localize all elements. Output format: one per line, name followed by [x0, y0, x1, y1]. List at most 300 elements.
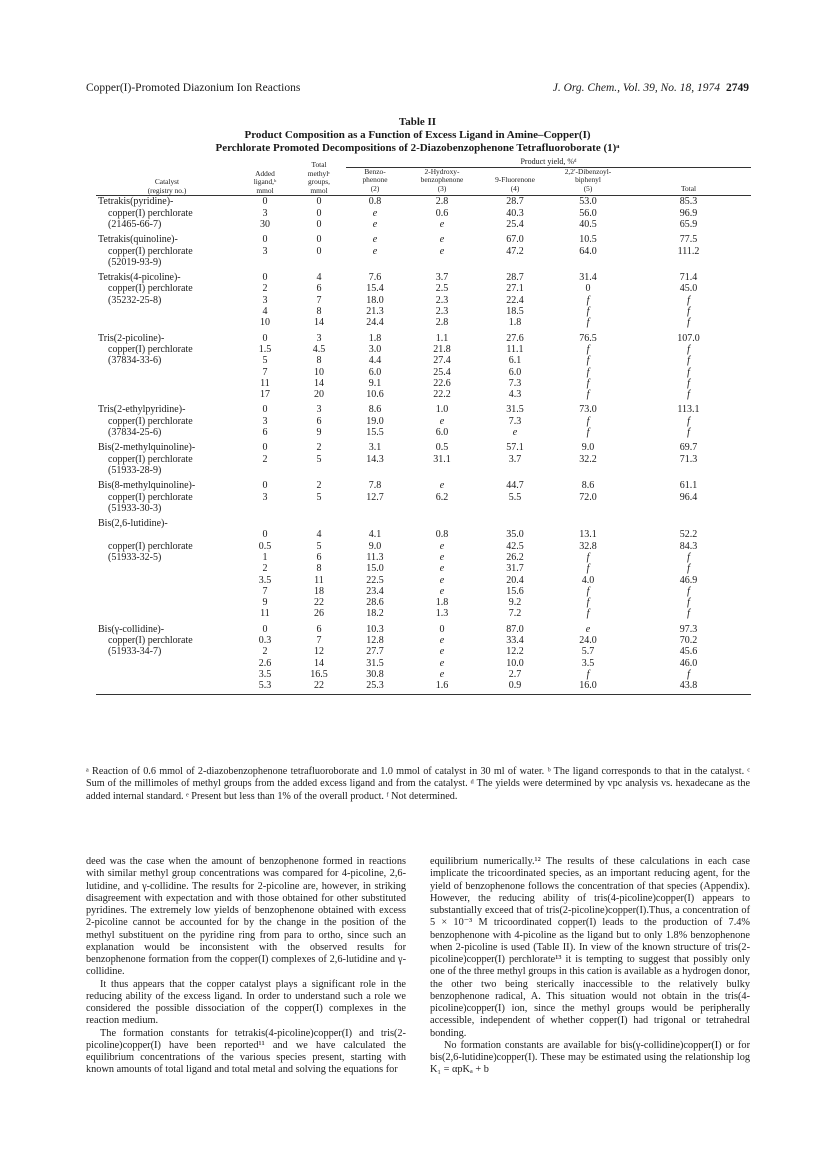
total-methyl-cell: 6	[316, 283, 322, 295]
catalyst-cell: copper(I) perchlorate	[108, 453, 193, 465]
total-cell: 85.3	[679, 196, 698, 208]
catalyst-cell: copper(I) perchlorate	[108, 245, 193, 257]
total-cell: 45.6	[679, 646, 698, 658]
fluorenone-cell: 9.2	[508, 597, 522, 609]
hydroxybenzophenone-cell: 6.2	[435, 491, 449, 503]
fluorenone-cell: 87.0	[506, 623, 524, 635]
table-row	[96, 669, 751, 680]
catalyst-cell: (35232-25-8)	[108, 294, 162, 306]
hydroxybenzophenone-cell: 2.3	[435, 294, 449, 306]
header-line: mmol	[310, 185, 328, 195]
table-row	[96, 344, 751, 355]
hydroxybenzophenone-cell: 1.6	[404, 680, 480, 694]
hydroxybenzophenone-cell: 1.3	[435, 608, 449, 620]
paragraph: The formation constants for tetrakis(4-picoline)copper(I) and tris(2-picoline)copper(I) have been reported¹¹ and we have calculated the equilibrium concentrations of the various species present, starting with known amounts of total ligand and total metal and solving the equations for	[86, 1027, 406, 1076]
dibenzoylbiphenyl-cell: 76.5	[579, 332, 597, 344]
benzophenone-cell	[346, 257, 404, 268]
catalyst-cell: Bis(8-methylquinoline)-	[98, 480, 196, 492]
dibenzoylbiphenyl-cell: 40.5	[579, 218, 597, 230]
added-ligand-cell: 0	[262, 623, 268, 635]
total-cell: 52.2	[679, 529, 698, 541]
benzophenone-cell: 24.4	[366, 317, 384, 329]
table-row	[96, 283, 751, 294]
added-ligand-cell	[238, 465, 292, 476]
total-methyl-cell	[292, 257, 346, 268]
dibenzoylbiphenyl-cell: 73.0	[579, 404, 597, 416]
hydroxybenzophenone-cell: 1.8	[435, 597, 449, 609]
total-methyl-cell: 6	[316, 551, 322, 563]
journal-citation	[553, 82, 749, 94]
fluorenone-cell: 47.2	[506, 245, 524, 257]
dibenzoylbiphenyl-cell: 13.1	[579, 529, 597, 541]
catalyst-cell: Bis(γ-collidine)-	[98, 623, 165, 635]
hydroxybenzophenone-cell: e	[439, 245, 445, 257]
total-methyl-cell: 26	[314, 608, 324, 620]
fluorenone-cell: 26.2	[506, 551, 524, 563]
added-ligand-cell: 2.6	[258, 657, 272, 669]
benzophenone-cell: 9.1	[368, 377, 382, 389]
table-row	[96, 416, 751, 427]
table-row	[96, 492, 751, 503]
total-methyl-cell: 7	[316, 294, 322, 306]
catalyst-cell	[96, 563, 238, 574]
added-ligand-cell	[238, 514, 292, 529]
dibenzoylbiphenyl-cell: f	[586, 306, 590, 318]
fluorenone-cell: 5.5	[508, 491, 522, 503]
fluorenone-cell	[480, 465, 550, 476]
benzophenone-cell: 18.0	[366, 294, 384, 306]
catalyst-cell	[96, 317, 238, 328]
total-methyl-cell: 4	[316, 529, 322, 541]
catalyst-cell	[96, 529, 238, 540]
table-row	[96, 329, 751, 344]
table-row	[96, 427, 751, 438]
dibenzoylbiphenyl-cell: e	[585, 623, 591, 635]
benzophenone-cell: e	[372, 234, 378, 246]
benzophenone-cell: 21.3	[366, 306, 384, 318]
added-ligand-cell: 0.3	[258, 635, 272, 647]
fluorenone-cell: 28.7	[506, 272, 524, 284]
added-ligand-cell: 0	[262, 332, 268, 344]
total-cell: 107.0	[677, 332, 700, 344]
benzophenone-cell: 15.0	[366, 563, 384, 575]
total-cell: 46.9	[679, 574, 698, 586]
benzophenone-cell: 6.0	[368, 366, 382, 378]
added-ligand-cell: 5.3	[238, 680, 292, 694]
benzophenone-cell: e	[372, 218, 378, 230]
hydroxybenzophenone-cell: 25.4	[433, 366, 451, 378]
benzophenone-cell: e	[372, 207, 378, 219]
total-methyl-cell: 12	[314, 646, 324, 658]
dibenzoylbiphenyl-cell: 4.0	[581, 574, 595, 586]
header-total-methyl	[292, 158, 346, 195]
fluorenone-cell: 6.0	[508, 366, 522, 378]
fluorenone-cell: 57.1	[506, 442, 524, 454]
benzophenone-cell: 0.8	[368, 196, 382, 208]
dibenzoylbiphenyl-cell: f	[586, 389, 590, 401]
total-methyl-cell: 22	[292, 680, 346, 694]
total-methyl-cell: 0	[316, 245, 322, 257]
table-row	[96, 230, 751, 245]
catalyst-cell: copper(I) perchlorate	[108, 540, 193, 552]
total-cell: f	[687, 608, 690, 620]
added-ligand-cell: 4	[262, 306, 268, 318]
dibenzoylbiphenyl-cell: f	[586, 563, 590, 575]
added-ligand-cell: 3	[262, 294, 268, 306]
total-methyl-cell: 5	[316, 491, 322, 503]
added-ligand-cell: 0	[262, 404, 268, 416]
table-row	[96, 620, 751, 635]
hydroxybenzophenone-cell: 0.8	[435, 529, 449, 541]
benzophenone-cell: 3.0	[368, 343, 382, 355]
table-footnotes: ᵃ Reaction of 0.6 mmol of 2-diazobenzophenone tetrafluoroborate and 1.0 mmol of catalyst in 30 ml of water. ᵇ The ligand corresponds to that in the catalyst. ᶜ Sum of the millimoles of methyl groups from the added excess ligand and from the catalyst. ᵈ The yields were determined by vpc analysis vs. hexadecane as the added internal standard. ᵉ Present but less than 1% of the overall product. ᶠ Not determined.	[86, 766, 750, 802]
total-cell: 84.3	[679, 540, 698, 552]
total-methyl-cell: 4	[316, 272, 322, 284]
benzophenone-cell: 11.3	[366, 551, 384, 563]
hydroxybenzophenone-cell: e	[439, 480, 445, 492]
hydroxybenzophenone-cell: 1.0	[435, 404, 449, 416]
dibenzoylbiphenyl-cell: f	[586, 415, 590, 427]
catalyst-cell	[96, 608, 238, 619]
total-cell: f	[687, 355, 690, 367]
total-cell: f	[687, 427, 690, 439]
total-methyl-cell: 7	[316, 635, 322, 647]
dibenzoylbiphenyl-cell: f	[586, 597, 590, 609]
table-row	[96, 514, 751, 529]
table-row	[96, 400, 751, 415]
paragraph: It thus appears that the copper catalyst plays a significant role in the reducing ability of the excess ligand. In order to understand such a role we considered the possible dissociation of the copper(I) complexes in the reaction medium.	[86, 978, 406, 1027]
fluorenone-cell: 3.7	[508, 453, 522, 465]
dibenzoylbiphenyl-cell: f	[586, 377, 590, 389]
added-ligand-cell: 3.5	[258, 574, 272, 586]
dibenzoylbiphenyl-cell	[550, 465, 626, 476]
fluorenone-cell: 42.5	[506, 540, 524, 552]
total-cell	[626, 514, 751, 529]
table-row	[96, 597, 751, 608]
benzophenone-cell	[346, 503, 404, 514]
table-row	[96, 355, 751, 366]
hydroxybenzophenone-cell: e	[439, 574, 445, 586]
dibenzoylbiphenyl-cell: f	[586, 427, 590, 439]
benzophenone-cell: 9.0	[368, 540, 382, 552]
fluorenone-cell: 15.6	[506, 585, 524, 597]
header-line: 9-Fluorenone	[495, 175, 535, 185]
table-row	[96, 268, 751, 283]
benzophenone-cell: 7.6	[368, 272, 382, 284]
dibenzoylbiphenyl-cell	[550, 257, 626, 268]
total-methyl-cell: 8	[316, 306, 322, 318]
table-row	[96, 552, 751, 563]
fluorenone-cell: 7.3	[508, 415, 522, 427]
fluorenone-cell: 7.3	[508, 377, 522, 389]
header-line: (3)	[437, 183, 447, 193]
total-cell: f	[687, 585, 690, 597]
total-cell: 43.8	[626, 680, 751, 694]
benzophenone-cell: 12.8	[366, 635, 384, 647]
fluorenone-cell: 33.4	[506, 635, 524, 647]
added-ligand-cell: 17	[260, 389, 270, 401]
fluorenone-cell: 31.5	[506, 404, 524, 416]
fluorenone-cell: 1.8	[508, 317, 522, 329]
table-row	[96, 306, 751, 317]
table-body	[96, 196, 751, 694]
hydroxybenzophenone-cell: 3.7	[435, 272, 449, 284]
total-methyl-cell: 14	[314, 657, 324, 669]
fluorenone-cell: 67.0	[506, 234, 524, 246]
catalyst-cell: Bis(2,6-lutidine)-	[98, 518, 168, 530]
dibenzoylbiphenyl-cell: f	[586, 608, 590, 620]
fluorenone-cell: 27.6	[506, 332, 524, 344]
added-ligand-cell: 0	[262, 234, 268, 246]
table-title-line-1: Product Composition as a Function of Excess Ligand in Amine–Copper(I)	[244, 129, 591, 141]
total-methyl-cell: 10	[314, 366, 324, 378]
header-hydroxybenzophenone	[404, 167, 480, 195]
table-row	[96, 680, 751, 694]
fluorenone-cell: 10.0	[506, 657, 524, 669]
table-row	[96, 465, 751, 476]
hydroxybenzophenone-cell: e	[439, 551, 445, 563]
header-fluorenone	[480, 167, 550, 195]
total-cell: f	[687, 343, 690, 355]
running-title: Copper(I)-Promoted Diazonium Ion Reactions	[86, 82, 301, 94]
total-methyl-cell: 9	[316, 427, 322, 439]
dibenzoylbiphenyl-cell: f	[586, 668, 590, 680]
hydroxybenzophenone-cell: 2.5	[435, 283, 449, 295]
catalyst-cell: Tetrakis(quinoline)-	[98, 234, 178, 246]
total-cell	[626, 465, 751, 476]
table-row	[96, 476, 751, 491]
hydroxybenzophenone-cell: 22.2	[433, 389, 451, 401]
header-catalyst	[96, 158, 238, 195]
added-ligand-cell: 2	[262, 563, 268, 575]
total-methyl-cell: 6	[316, 623, 322, 635]
added-ligand-cell: 1.5	[258, 343, 272, 355]
total-methyl-cell: 3	[316, 404, 322, 416]
table-row	[96, 529, 751, 540]
table-row	[96, 246, 751, 257]
header-line: 2-Hydroxy-	[424, 166, 460, 176]
total-cell: 113.1	[677, 404, 700, 416]
header-line: benzophenone	[420, 175, 464, 185]
hydroxybenzophenone-cell: e	[439, 585, 445, 597]
added-ligand-cell: 3	[262, 415, 268, 427]
dibenzoylbiphenyl-cell	[550, 503, 626, 514]
added-ligand-cell: 0	[262, 480, 268, 492]
total-cell: f	[687, 597, 690, 609]
catalyst-cell	[96, 378, 238, 389]
header-line: 2,2′-Dibenzoyl-	[564, 166, 612, 176]
added-ligand-cell: 5	[262, 355, 268, 367]
benzophenone-cell: 10.6	[366, 389, 384, 401]
catalyst-cell: (37834-33-6)	[108, 355, 162, 367]
catalyst-cell	[96, 669, 238, 680]
catalyst-cell	[96, 586, 238, 597]
hydroxybenzophenone-cell: 0	[439, 623, 445, 635]
hydroxybenzophenone-cell: 31.1	[433, 453, 451, 465]
header-catalyst-line: (registry no.)	[147, 185, 187, 195]
total-cell: f	[687, 306, 690, 318]
catalyst-cell	[96, 389, 238, 400]
dibenzoylbiphenyl-cell: f	[586, 551, 590, 563]
catalyst-cell: Tetrakis(4-picoline)-	[98, 272, 181, 284]
added-ligand-cell: 3	[262, 245, 268, 257]
total-methyl-cell: 0	[316, 234, 322, 246]
table-row	[96, 646, 751, 657]
dibenzoylbiphenyl-cell: f	[586, 366, 590, 378]
benzophenone-cell: 15.5	[366, 427, 384, 439]
benzophenone-cell	[346, 514, 404, 529]
catalyst-cell	[96, 597, 238, 608]
product-composition-table	[96, 158, 751, 695]
added-ligand-cell: 1	[262, 551, 268, 563]
fluorenone-cell: 27.1	[506, 283, 524, 295]
fluorenone-cell: 4.3	[508, 389, 522, 401]
fluorenone-cell	[480, 503, 550, 514]
added-ligand-cell: 11	[260, 608, 270, 620]
dibenzoylbiphenyl-cell: 16.0	[550, 680, 626, 694]
fluorenone-cell	[480, 257, 550, 268]
fluorenone-cell: 35.0	[506, 529, 524, 541]
total-methyl-cell: 14	[314, 377, 324, 389]
header-line: (5)	[583, 183, 593, 193]
dibenzoylbiphenyl-cell: f	[586, 585, 590, 597]
total-cell: 97.3	[679, 623, 698, 635]
dibenzoylbiphenyl-cell: f	[586, 355, 590, 367]
benzophenone-cell: 3.1	[368, 442, 382, 454]
added-ligand-cell	[238, 257, 292, 268]
table-container	[96, 158, 751, 695]
table-row	[96, 367, 751, 378]
benzophenone-cell: 31.5	[366, 657, 384, 669]
added-ligand-cell: 3	[262, 491, 268, 503]
total-cell: 45.0	[679, 283, 698, 295]
dibenzoylbiphenyl-cell: 64.0	[579, 245, 597, 257]
header-product-yield: Product yield, %ᵈ	[346, 158, 751, 167]
hydroxybenzophenone-cell: 22.6	[433, 377, 451, 389]
table-header	[96, 158, 751, 196]
dibenzoylbiphenyl-cell: 0	[585, 283, 591, 295]
header-line: biphenyl	[575, 175, 601, 185]
total-cell: 65.9	[679, 218, 698, 230]
added-ligand-cell: 2	[262, 283, 268, 295]
benzophenone-cell: 14.3	[366, 453, 384, 465]
benzophenone-cell: 12.7	[366, 491, 384, 503]
hydroxybenzophenone-cell: e	[439, 668, 445, 680]
benzophenone-cell: 27.7	[366, 646, 384, 658]
benzophenone-cell: 19.0	[366, 415, 384, 427]
added-ligand-cell: 10	[260, 317, 270, 329]
dibenzoylbiphenyl-cell: 32.2	[579, 453, 597, 465]
total-cell: f	[687, 389, 690, 401]
table-label: Table II	[398, 116, 437, 128]
table-row	[96, 563, 751, 574]
hydroxybenzophenone-cell: 21.8	[433, 343, 451, 355]
added-ligand-cell: 0	[262, 196, 268, 208]
total-methyl-cell: 8	[316, 355, 322, 367]
catalyst-cell: Tetrakis(pyridine)-	[98, 196, 174, 208]
paragraph: deed was the case when the amount of benzophenone formed in reactions with similar methyl group concentrations was compared for 4-picoline, 2,6-lutidine, and γ-collidine. The results for 2-picoline are, however, in striking disagreement with expectation and with those obtained for other substituted pyridines. The extremely low yields of benzophenone obtained with excess 2-picoline cannot be accounted for by the change in the position of the methyl substituent on the pyridine ring from para to ortho, since such an explanation would be inconsistent with the observed results for benzophenone formation from the copper(I) complexes of 2,6-lutidine and γ-collidine.	[86, 856, 406, 978]
hydroxybenzophenone-cell: 27.4	[433, 355, 451, 367]
benzophenone-cell: 18.2	[366, 608, 384, 620]
total-methyl-cell: 0	[316, 218, 322, 230]
total-cell: f	[687, 563, 690, 575]
dibenzoylbiphenyl-cell: 53.0	[579, 196, 597, 208]
total-cell: 71.4	[679, 272, 698, 284]
fluorenone-cell: 20.4	[506, 574, 524, 586]
benzophenone-cell: e	[372, 245, 378, 257]
table-row	[96, 586, 751, 597]
total-cell: f	[687, 668, 690, 680]
header-line: phenone	[362, 175, 388, 185]
hydroxybenzophenone-cell: 2.8	[435, 196, 449, 208]
total-cell	[626, 257, 751, 268]
total-methyl-cell: 0	[316, 196, 322, 208]
catalyst-cell: copper(I) perchlorate	[108, 207, 193, 219]
header-line: (4)	[510, 183, 520, 193]
header-line: (2)	[370, 183, 380, 193]
header-total: Total	[680, 183, 697, 193]
total-methyl-cell: 5	[316, 540, 322, 552]
header-line: ligand,ᵇ	[253, 177, 277, 187]
total-methyl-cell: 22	[314, 597, 324, 609]
hydroxybenzophenone-cell: e	[439, 415, 445, 427]
catalyst-cell: Tris(2-picoline)-	[98, 332, 165, 344]
table-row	[96, 658, 751, 669]
total-cell: f	[687, 366, 690, 378]
page-number: 2749	[726, 82, 749, 94]
hydroxybenzophenone-cell: 0.5	[435, 442, 449, 454]
added-ligand-cell: 0.5	[258, 540, 272, 552]
total-cell: 69.7	[679, 442, 698, 454]
total-methyl-cell: 14	[314, 317, 324, 329]
total-methyl-cell: 2	[316, 442, 322, 454]
table-row	[96, 575, 751, 586]
benzophenone-cell: 30.8	[366, 668, 384, 680]
fluorenone-cell: 7.2	[508, 608, 522, 620]
dibenzoylbiphenyl-cell: 8.6	[581, 480, 595, 492]
catalyst-cell: copper(I) perchlorate	[108, 415, 193, 427]
fluorenone-cell: 40.3	[506, 207, 524, 219]
table-row	[96, 635, 751, 646]
added-ligand-cell: 30	[260, 218, 270, 230]
total-cell: 71.3	[679, 453, 698, 465]
total-methyl-cell: 11	[314, 574, 324, 586]
added-ligand-cell	[238, 503, 292, 514]
hydroxybenzophenone-cell: 2.8	[435, 317, 449, 329]
hydroxybenzophenone-cell: 6.0	[435, 427, 449, 439]
total-methyl-cell: 18	[314, 585, 324, 597]
catalyst-cell	[96, 575, 238, 586]
added-ligand-cell: 7	[262, 585, 268, 597]
added-ligand-cell: 2	[262, 646, 268, 658]
total-methyl-cell: 4.5	[312, 343, 326, 355]
table-row	[96, 219, 751, 230]
total-cell: f	[687, 551, 690, 563]
total-methyl-cell: 2	[316, 480, 322, 492]
table-row	[96, 454, 751, 465]
dibenzoylbiphenyl-cell: f	[586, 343, 590, 355]
catalyst-cell: (52019-93-9)	[108, 256, 162, 268]
total-cell: f	[687, 377, 690, 389]
dibenzoylbiphenyl-cell: 3.5	[581, 657, 595, 669]
catalyst-cell	[96, 306, 238, 317]
fluorenone-cell: 2.7	[508, 668, 522, 680]
catalyst-cell: Tris(2-ethylpyridine)-	[98, 404, 186, 416]
total-cell: f	[687, 294, 690, 306]
table-row	[96, 378, 751, 389]
total-methyl-cell	[292, 503, 346, 514]
benzophenone-cell: 25.3	[346, 680, 404, 694]
